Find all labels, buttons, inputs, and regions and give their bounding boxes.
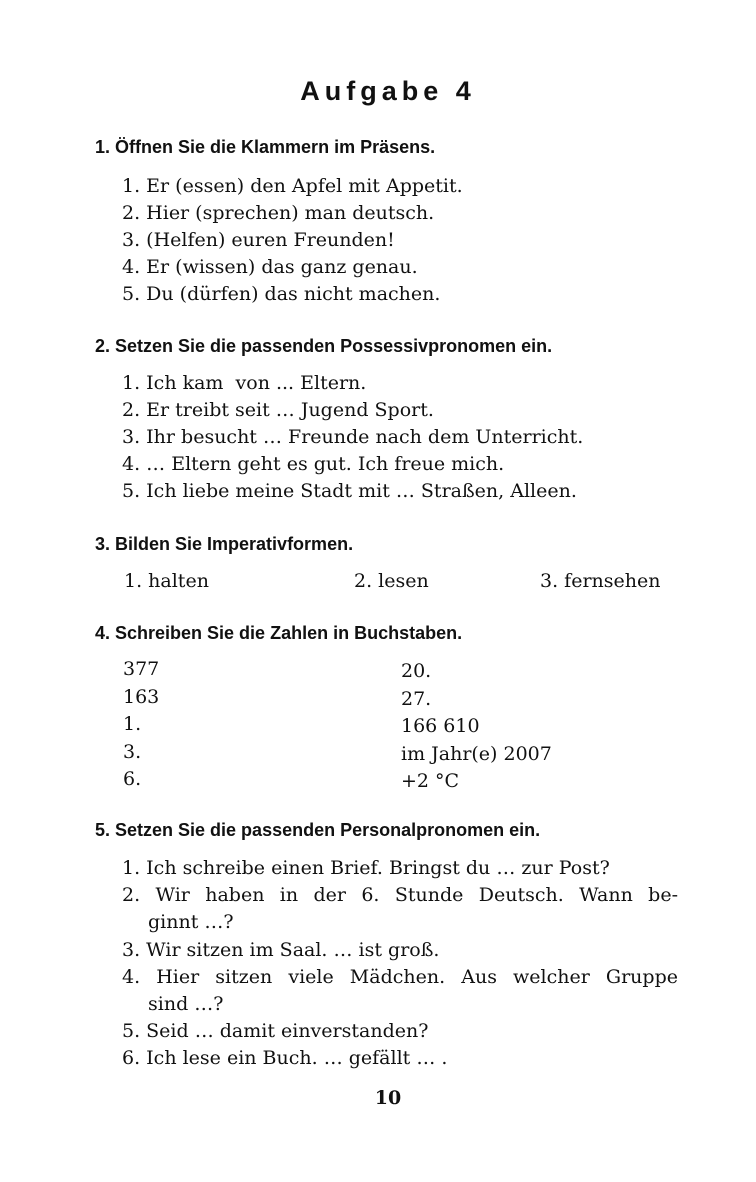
- number-left: 163: [123, 686, 160, 708]
- number-left: 3.: [123, 741, 142, 763]
- section-5-item: 3. Wir sitzen im Saal. … ist groß.: [122, 939, 440, 961]
- section-3-item: 3. fernsehen: [540, 570, 661, 592]
- number-right: 20.: [401, 660, 432, 682]
- number-right: +2 °C: [401, 770, 460, 792]
- section-5-item: 6. Ich lese ein Buch. … gefällt … .: [122, 1047, 448, 1069]
- section-1-item: 2. Hier (sprechen) man deutsch.: [122, 202, 435, 224]
- section-3-item: 1. halten: [124, 570, 209, 592]
- section-3-heading: 3. Bilden Sie Imperativformen.: [95, 534, 354, 554]
- section-5-item: 5. Seid … damit einverstanden?: [122, 1020, 429, 1042]
- number-right: 166 610: [401, 715, 480, 737]
- page-number: 10: [374, 1087, 402, 1109]
- number-right: im Jahr(e) 2007: [401, 743, 552, 765]
- section-2-item: 4. … Eltern geht es gut. Ich freue mich.: [122, 453, 505, 475]
- number-left: 377: [123, 658, 160, 680]
- number-right: 27.: [401, 688, 432, 710]
- section-1-item: 1. Er (essen) den Apfel mit Appetit.: [122, 175, 463, 197]
- section-1-heading: 1. Öffnen Sie die Klammern im Präsens.: [95, 137, 436, 157]
- section-5-item: 1. Ich schreibe einen Brief. Bringst du … zur Post?: [122, 857, 610, 879]
- section-1-item: 4. Er (wissen) das ganz genau.: [122, 256, 418, 278]
- section-2-item: 2. Er treibt seit … Jugend Sport.: [122, 399, 434, 421]
- section-2-heading: 2. Setzen Sie die passenden Possessivpronomen ein.: [95, 336, 553, 356]
- section-5-item: 4. Hier sitzen viele Mädchen. Aus welcher Gruppe: [122, 968, 678, 988]
- section-5-item-continued: ginnt …?: [148, 911, 234, 933]
- page-title: Aufgabe 4: [300, 76, 476, 106]
- section-5-item-continued: sind …?: [148, 993, 224, 1015]
- section-2-item: 1. Ich kam von ... Eltern.: [122, 372, 367, 394]
- section-5-heading: 5. Setzen Sie die passenden Personalpronomen ein.: [95, 820, 541, 840]
- section-1-item: 3. (Helfen) euren Freunden!: [122, 229, 395, 251]
- section-3-item: 2. lesen: [354, 570, 429, 592]
- section-2-item: 5. Ich liebe meine Stadt mit … Straßen, Alleen.: [122, 480, 577, 502]
- section-5-item: 2. Wir haben in der 6. Stunde Deutsch. Wann be-: [122, 886, 678, 906]
- number-left: 6.: [123, 768, 142, 790]
- section-2-item: 3. Ihr besucht … Freunde nach dem Unterricht.: [122, 426, 584, 448]
- section-1-item: 5. Du (dürfen) das nicht machen.: [122, 283, 441, 305]
- section-4-heading: 4. Schreiben Sie die Zahlen in Buchstaben.: [95, 623, 463, 643]
- number-left: 1.: [123, 713, 142, 735]
